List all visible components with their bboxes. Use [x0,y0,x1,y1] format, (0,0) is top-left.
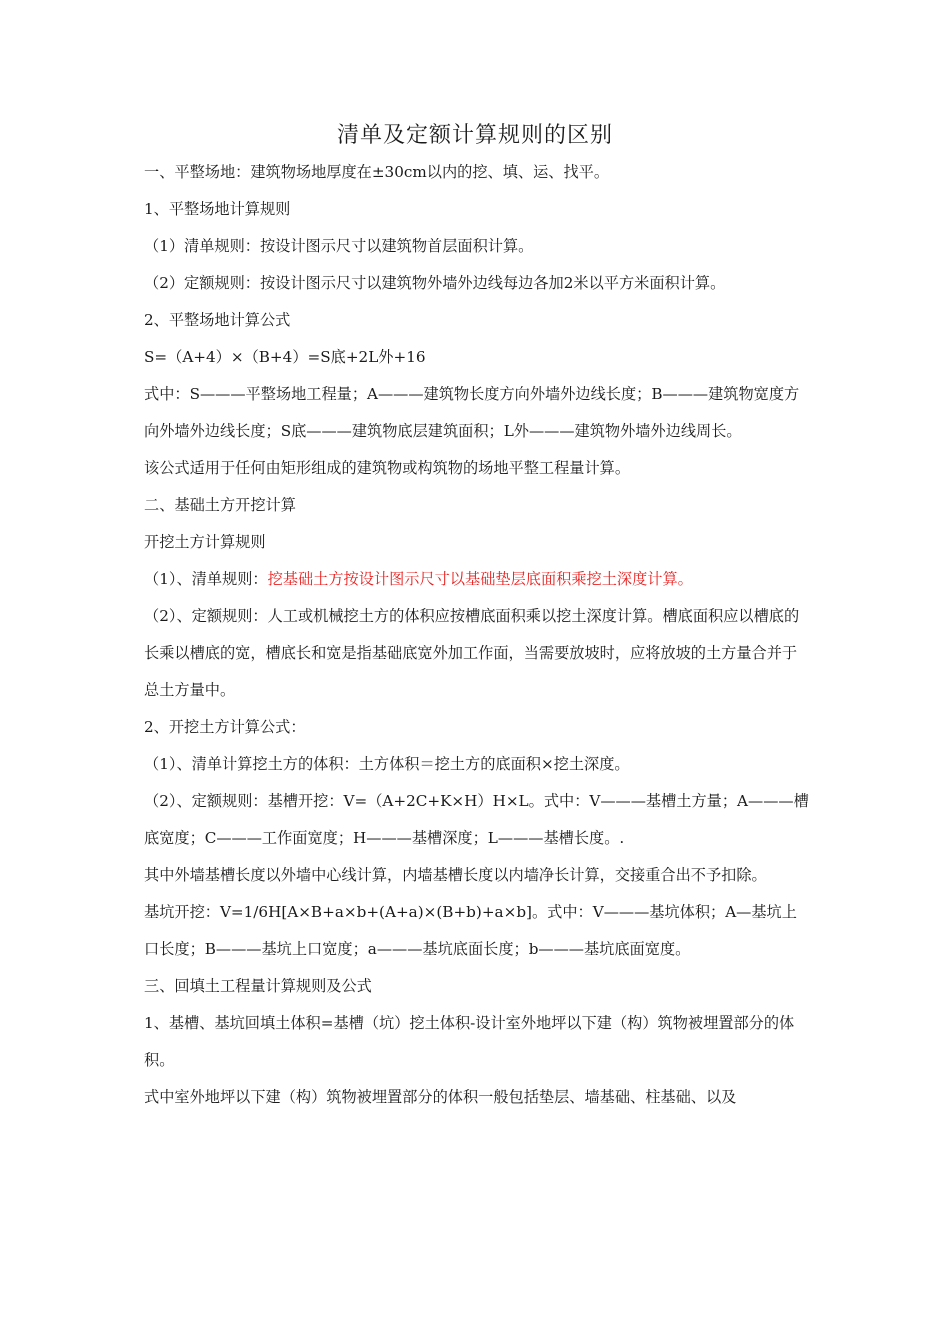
paragraph-text: （1）清单规则：按设计图示尺寸以建筑物首层面积计算。 [144,237,534,255]
paragraph-text: 二、基础土方开挖计算 [144,496,296,514]
paragraph-text: 式中：S———平整场地工程量；A———建筑物长度方向外墙外边线长度；B———建筑物宽度方向外墙外边线长度；S底———建筑物底层建筑面积；L外———建筑物外墙外边线周长。 [144,385,800,440]
paragraph [144,561,812,598]
formula [144,339,812,376]
paragraph-text: 该公式适用于任何由矩形组成的建筑物或构筑物的场地平整工程量计算。 [144,459,630,477]
paragraph [144,376,812,450]
paragraph-text: 2、开挖土方计算公式： [144,718,306,736]
paragraph-text: 三、回填土工程量计算规则及公式 [144,977,372,995]
paragraph-text: 开挖土方计算规则 [144,533,266,551]
paragraph [144,1005,812,1079]
paragraph-text: 其中外墙基槽长度以外墙中心线计算，内墙基槽长度以内墙净长计算，交接重合出不予扣除。 [144,866,767,884]
paragraph [144,487,812,524]
paragraph-text: 1、基槽、基坑回填土体积=基槽（坑）挖土体积-设计室外地坪以下建（构）筑物被埋置部分的体积。 [144,1014,795,1069]
document-body [144,154,812,1116]
paragraph [144,746,812,783]
paragraph-text: （1）、清单计算挖土方的体积：土方体积＝挖土方的底面积×挖土深度。 [144,755,630,773]
paragraph-text: 2、平整场地计算公式 [144,311,291,329]
paragraph [144,598,812,709]
paragraph [144,709,812,746]
paragraph [144,265,812,302]
paragraph [144,302,812,339]
paragraph-text: 一、平整场地：建筑物场地厚度在±30cm以内的挖、填、运、找平。 [144,163,610,181]
paragraph [144,894,812,968]
paragraph-text: S=（A+4）×（B+4）=S底+2L外+16 [144,348,426,366]
paragraph-text: 1、平整场地计算规则 [144,200,291,218]
paragraph-text: （2）、定额规则：人工或机械挖土方的体积应按槽底面积乘以挖土深度计算。槽底面积应以槽底的长乘以槽底的宽，槽底长和宽是指基础底宽外加工作面，当需要放坡时，应将放坡的土方量合并于总土方量中。 [144,607,800,699]
document-title: 清单及定额计算规则的区别 [336,123,613,148]
paragraph [144,968,812,1005]
paragraph [144,450,812,487]
paragraph [144,857,812,894]
paragraph-text: 基坑开挖：V=1/6H[A×B+a×b+(A+a)×(B+b)+a×b]。式中：V———基坑体积；A—基坑上口长度；B———基坑上口宽度；a———基坑底面长度；b———基坑底面宽度。 [144,903,797,958]
paragraph [144,524,812,561]
paragraph [144,1079,812,1116]
paragraph-text: 式中室外地坪以下建（构）筑物被埋置部分的体积一般包括垫层、墙基础、柱基础、以及 [144,1088,737,1106]
paragraph [144,154,812,191]
paragraph [144,783,812,857]
paragraph-text: （2）定额规则：按设计图示尺寸以建筑物外墙外边线每边各加2米以平方米面积计算。 [144,274,726,292]
paragraph [144,191,812,228]
paragraph [144,228,812,265]
paragraph-text: （1）、清单规则： [144,570,268,588]
highlighted-text: 挖基础土方按设计图示尺寸以基础垫层底面积乘挖土深度计算。 [267,570,693,588]
paragraph-text: （2）、定额规则：基槽开挖：V=（A+2C+K×H）H×L。式中：V———基槽土方量；A———槽底宽度；C———工作面宽度；H———基槽深度；L———基槽长度。. [144,792,809,847]
